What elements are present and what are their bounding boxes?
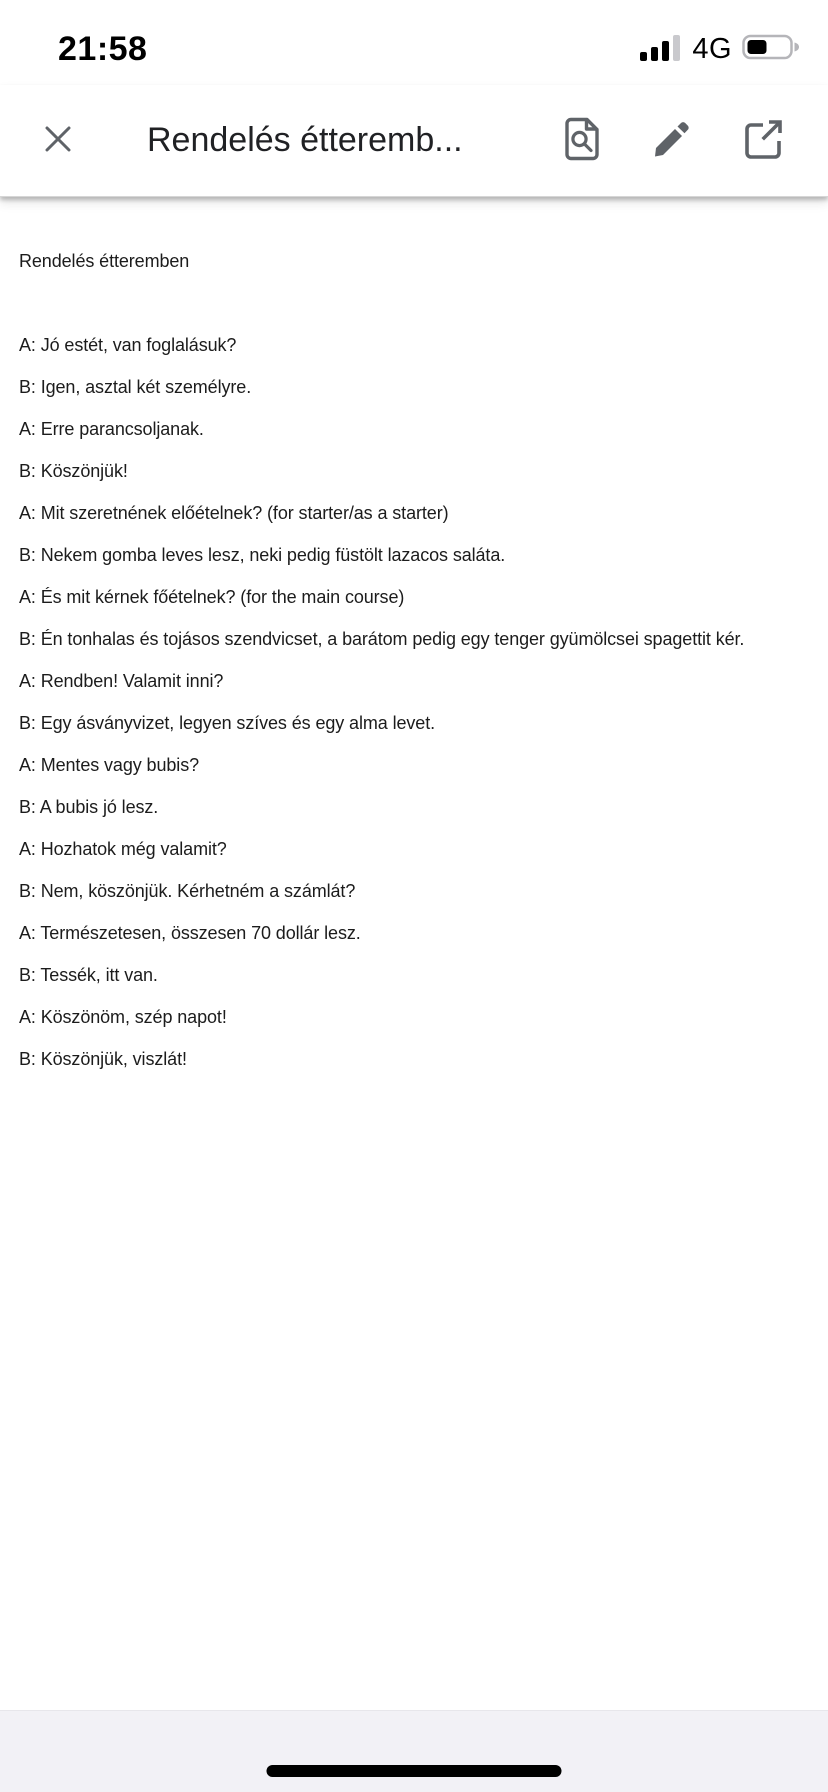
document-line: A: Mentes vagy bubis? — [19, 755, 200, 775]
toolbar-actions — [560, 116, 786, 165]
document-line: B: A bubis jó lesz. — [19, 797, 159, 817]
status-icons — [640, 33, 800, 66]
document-line: A: Mit szeretnének előételnek? (for starter/as a starter) — [19, 503, 449, 523]
document-line: A: Természetesen, összesen 70 dollár lesz. — [19, 923, 361, 943]
network-type-label: 4G — [692, 33, 732, 65]
document-line: A: Köszönöm, szép napot! — [19, 1007, 227, 1027]
document-line: A: Hozhatok még valamit? — [19, 839, 227, 859]
bottom-bar — [0, 1710, 828, 1792]
document-line: A: Rendben! Valamit inni? — [19, 671, 224, 691]
close-icon — [43, 124, 73, 157]
document-line: B: Egy ásványvizet, legyen szíves és egy alma levet. — [19, 713, 435, 733]
open-in-button[interactable] — [740, 116, 786, 165]
home-indicator[interactable] — [267, 1765, 562, 1777]
document-line: A: Erre parancsoljanak. — [19, 419, 204, 439]
open-in-icon — [740, 116, 786, 165]
document-line: B: Én tonhalas és tojásos szendvicset, a barátom pedig egy tenger gyümölcsei spagettit kér. — [19, 629, 745, 649]
find-in-document-icon — [560, 116, 604, 165]
signal-strength-icon — [640, 34, 682, 66]
edit-pencil-icon — [649, 116, 695, 165]
document-line: B: Tessék, itt van. — [19, 965, 158, 985]
document-title: Rendelés étteremb... — [147, 121, 463, 159]
document-toolbar — [0, 85, 828, 197]
document-line: B: Köszönjük, viszlát! — [19, 1049, 187, 1069]
close-button[interactable] — [43, 124, 73, 157]
battery-icon — [742, 33, 800, 66]
document-page[interactable] — [0, 197, 828, 1710]
document-line: Rendelés étteremben — [19, 251, 190, 271]
edit-button[interactable] — [649, 116, 695, 165]
document-line: B: Igen, asztal két személyre. — [19, 377, 252, 397]
document-line — [19, 282, 810, 324]
document-line: B: Köszönjük! — [19, 461, 128, 481]
status-time: 21:58 — [58, 30, 148, 68]
find-in-document-button[interactable] — [560, 116, 604, 165]
status-bar — [0, 0, 828, 85]
document-line: B: Nekem gomba leves lesz, neki pedig füstölt lazacos saláta. — [19, 545, 506, 565]
document-line: B: Nem, köszönjük. Kérhetném a számlát? — [19, 881, 356, 901]
document-line: A: Jó estét, van foglalásuk? — [19, 335, 237, 355]
document-line: A: És mit kérnek főételnek? (for the main course) — [19, 587, 405, 607]
